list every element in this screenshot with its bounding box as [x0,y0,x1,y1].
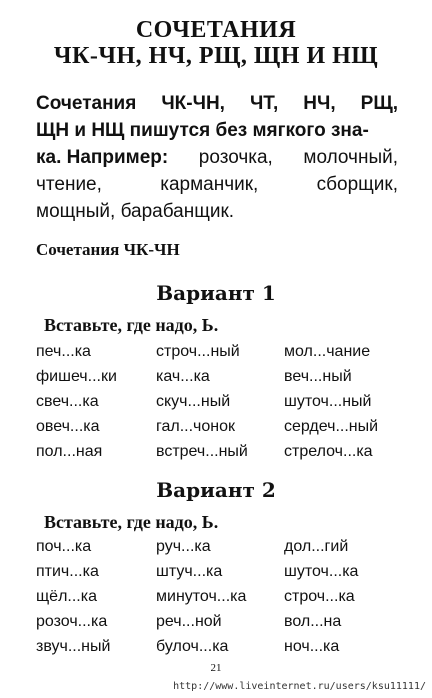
word-item: мол...чание [284,343,371,360]
rule-example-label: ка. Например: [36,147,169,168]
rule-word: карманчик, [160,174,259,195]
word-item: штуч...ка [156,563,223,580]
rule-word: молочный, [303,147,398,168]
word-item: поч...ка [36,538,92,555]
word-item: вол...на [284,613,342,630]
variant-1-instruction: Вставьте, где надо, Ь. [44,315,219,335]
word-item: фишеч...ки [36,368,117,385]
word-item: веч...ный [284,368,352,385]
word-item: стрелоч...ка [284,443,373,460]
word-item: строч...ка [284,588,355,605]
rule-word: РЩ, [360,93,398,114]
word-item: звуч...ный [36,638,111,655]
source-url: http://www.liveinternet.ru/users/ksu11111/ [173,681,426,692]
word-item: скуч...ный [156,393,231,410]
word-item: кач...ка [156,368,210,385]
rule-word: ЧТ, [249,93,279,114]
rule-line-2: ЩН и НЩ пишутся без мягкого зна- [36,120,369,141]
rule-word: чтение, [36,174,102,195]
word-row [36,393,406,418]
word-item: руч...ка [156,538,211,555]
word-item: ноч...ка [284,638,340,655]
word-item: розоч...ка [36,613,108,630]
word-item: строч...ный [156,343,240,360]
rule-line-3 [36,144,398,171]
word-item: встреч...ный [156,443,248,460]
rule-line-1 [36,90,398,117]
word-row [36,563,406,588]
word-row [36,588,406,613]
variant-1-word-grid [36,343,406,468]
rule-word: НЧ, [303,93,336,114]
rule-word: розочка, [198,147,273,168]
word-item: минуточ...ка [156,588,247,605]
word-row [36,418,406,443]
variant-2-title: Вариант 2 [156,478,276,502]
word-row [36,638,406,663]
section-title: Сочетания ЧК-ЧН [36,240,180,259]
word-item: свеч...ка [36,393,99,410]
page-title-line2: ЧК-ЧН, НЧ, РЩ, ЩН И НЩ [53,43,379,69]
variant-1-title: Вариант 1 [156,281,276,305]
word-item: шуточ...ка [284,563,359,580]
rule-paragraph [36,90,398,225]
word-item: пол...ная [36,443,103,460]
word-row [36,343,406,368]
word-row [36,613,406,638]
word-item: сердеч...ный [284,418,379,435]
page-title-line1: СОЧЕТАНИЯ [135,17,297,43]
variant-2-word-grid [36,538,406,663]
rule-word: ЧК-ЧН, [161,93,225,114]
rule-word: сборщик, [316,174,398,195]
word-item: щёл...ка [36,588,97,605]
variant-2-instruction: Вставьте, где надо, Ь. [44,512,219,532]
word-row [36,443,406,468]
word-item: гал...чонок [156,418,236,435]
word-row [36,538,406,563]
word-item: печ...ка [36,343,91,360]
word-item: булоч...ка [156,638,229,655]
word-row [36,368,406,393]
word-item: птич...ка [36,563,99,580]
rule-line-4 [36,171,398,198]
word-item: дол...гий [284,538,349,555]
rule-line-5: мощный, барабанщик. [36,201,235,222]
word-item: шуточ...ный [284,393,372,410]
word-item: овеч...ка [36,418,100,435]
word-item: реч...ной [156,613,222,630]
rule-word: Сочетания [36,93,137,114]
page-number: 21 [210,662,222,674]
